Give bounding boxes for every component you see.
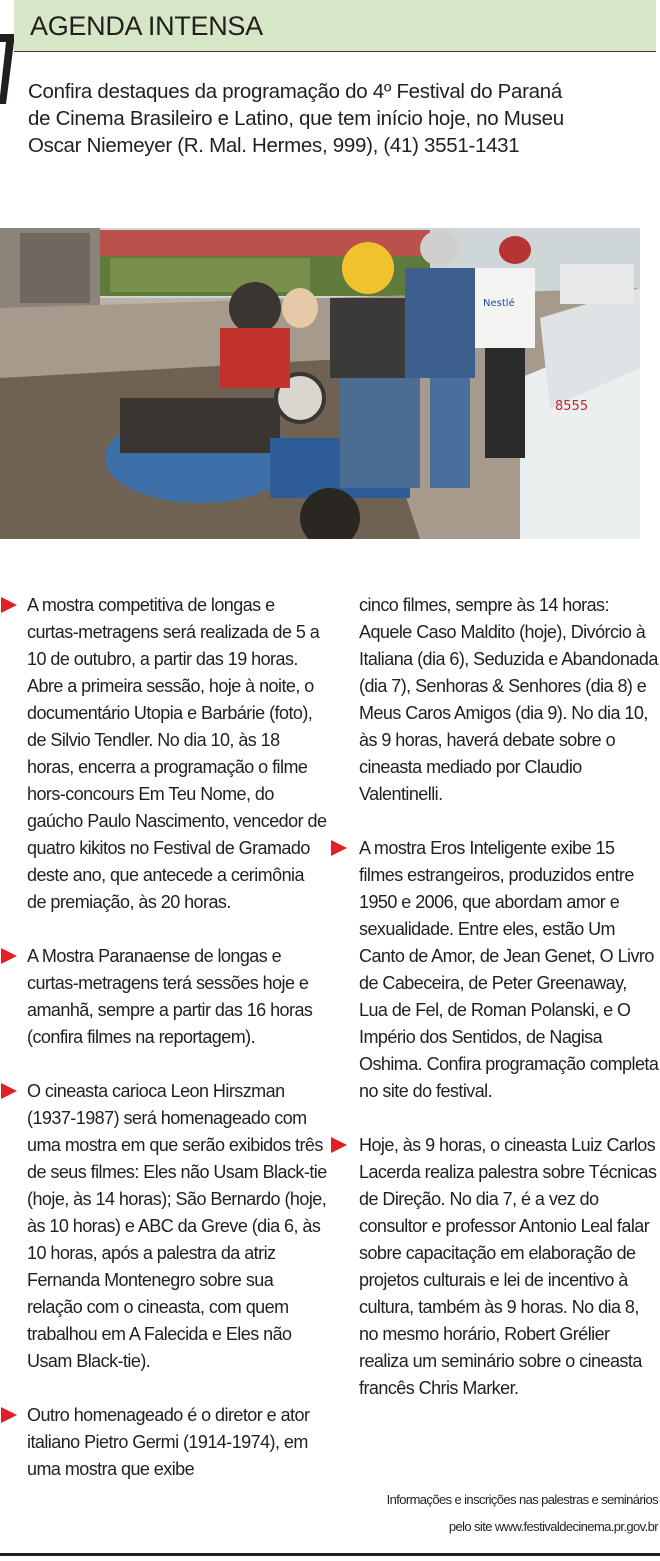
article-text: A mostra Eros Inteligente exibe 15 filmes estrangeiros, produzidos entre 1950 e 2006, que abordam amor e sexualidade. Entre eles, estão Um Canto de Amor, de Jean Genet, O Livro de Cabeceira, de Peter Greenaway, Lua de Fel, de Roman Polanski, e O Império dos Sentidos, de Nagisa Oshima. Confira programação completa no site do festival.: [359, 838, 659, 1101]
section-header: [14, 0, 656, 52]
red-triangle-bullet-icon: [1, 1083, 17, 1099]
article-text: Outro homenageado é o diretor e ator italiano Pietro Germi (1914-1974), em uma mostra que exibe: [27, 1405, 310, 1479]
article-text: cinco filmes, sempre às 14 horas: Aquele Caso Maldito (hoje), Divórcio à Italiana (dia 6), Seduzida e Abandonada (dia 7), Senhoras & Senhores (dia 8) e Meus Caros Amigos (dia 9). No dia 10, às 9 horas, haverá debate sobre o cineasta mediado por Claudio Valentinelli.: [359, 595, 658, 804]
red-triangle-bullet-icon: [1, 1407, 17, 1423]
car-plate-text: 8555: [555, 399, 589, 414]
article-paragraph-continued: [359, 592, 659, 808]
red-triangle-bullet-icon: [1, 597, 17, 613]
article-paragraph: [27, 943, 327, 1051]
article-paragraph: [27, 1402, 327, 1483]
shirt-logo-text: Nestlé: [483, 298, 515, 309]
left-column: [27, 592, 327, 1510]
article-text: A mostra competitiva de longas e curtas-metragens será realizada de 5 a 10 de outubro, a partir das 19 horas. Abre a primeira sessão, hoje à noite, o documentário Utopia e Barbárie (foto), de Silvio Tendler. No dia 10, às 18 horas, encerra a programação o filme hors-concours Em Teu Nome, do gaúcho Paulo Nascimento, vencedor de quatro kikitos no Festival de Gramado deste ano, que antecede a cerimônia de premiação, às 20 horas.: [27, 595, 327, 912]
article-paragraph: [359, 835, 659, 1105]
intro-text: Confira destaques da programação do 4º Festival do Paraná de Cinema Brasileiro e Latino, que tem início hoje, no Museu Oscar Niemeyer (R. Mal. Hermes, 999), (41) 3551-1431: [28, 80, 564, 157]
right-column: [359, 592, 659, 1429]
red-triangle-bullet-icon: [1, 948, 17, 964]
article-text: A Mostra Paranaense de longas e curtas-metragens terá sessões hoje e amanhã, sempre a partir das 16 horas (confira filmes na reportagem).: [27, 946, 313, 1047]
event-photo: [0, 228, 640, 539]
article-paragraph: [27, 592, 327, 916]
footer-note: Informações e inscrições nas palestras e seminários pelo site www.festivaldecinema.pr.gov.br: [386, 1492, 658, 1534]
corner-mark: [0, 34, 14, 106]
red-triangle-bullet-icon: [331, 1137, 347, 1153]
bottom-divider: [0, 1553, 660, 1556]
article-text: Hoje, às 9 horas, o cineasta Luiz Carlos Lacerda realiza palestra sobre Técnicas de Direção. No dia 7, é a vez do consultor e professor Antonio Leal falar sobre capacitação em elaboração de projetos culturais e lei de incentivo à cultura, também às 9 horas. No dia 8, no mesmo horário, Robert Grélier realiza um seminário sobre o cineasta francês Chris Marker.: [359, 1135, 657, 1398]
article-paragraph: [27, 1078, 327, 1375]
article-paragraph: [359, 1132, 659, 1402]
red-triangle-bullet-icon: [331, 840, 347, 856]
article-text: O cineasta carioca Leon Hirszman (1937-1987) será homenageado com uma mostra em que serão exibidos três de seus filmes: Eles não Usam Black-tie (hoje, às 14 horas); São Bernardo (hoje, às 10 horas) e ABC da Greve (dia 6, às 10 horas, após a palestra da atriz Fernanda Montenegro sobre sua relação com o cineasta, com quem trabalhou em A Falecida e Eles não Usam Black-tie).: [27, 1081, 327, 1371]
section-title: AGENDA INTENSA: [30, 11, 263, 41]
